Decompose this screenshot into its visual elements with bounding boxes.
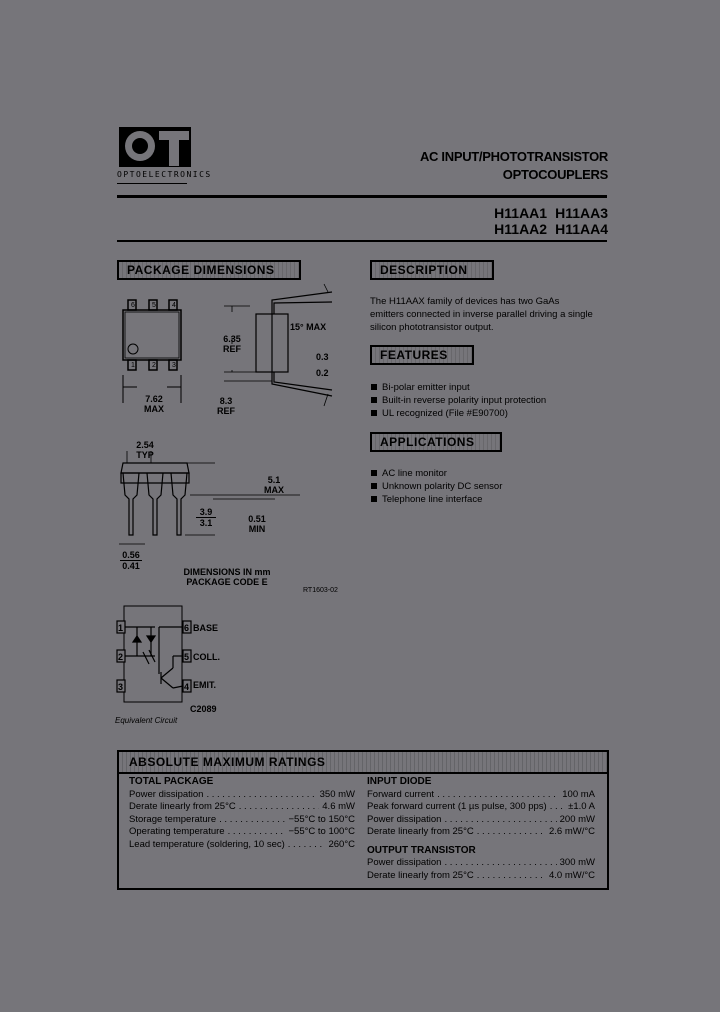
- section-heading-package-dimensions: PACKAGE DIMENSIONS: [117, 260, 301, 280]
- dimension-value: 2.54: [136, 440, 154, 450]
- pin-number: 5: [184, 652, 190, 662]
- circuit-caption: Equivalent Circuit: [115, 716, 178, 725]
- list-item: Bi-polar emitter input: [370, 381, 546, 394]
- dimension-value: 3.1: [199, 518, 213, 528]
- pin-number: 1: [118, 623, 124, 633]
- circuit-code: C2089: [190, 704, 217, 714]
- rating-row: [367, 801, 595, 814]
- title-line: AC INPUT/PHOTOTRANSISTOR: [419, 149, 608, 164]
- part-number: H11AA1: [494, 205, 548, 221]
- rating-row: [367, 789, 595, 802]
- company-logo: [117, 125, 212, 185]
- dimension-standoff: [246, 514, 268, 534]
- leader-dots: [444, 814, 556, 827]
- pin-label: 1: [131, 362, 135, 369]
- dimension-qualifier: MAX: [264, 485, 284, 495]
- pin-label-base: BASE: [193, 623, 219, 633]
- pin-label: 4: [172, 302, 176, 309]
- pin-label-emitter: EMIT.: [193, 680, 217, 690]
- pin-number: 4: [184, 682, 190, 692]
- rating-value: ±1.0 A: [568, 801, 595, 812]
- pin-label: 2: [152, 362, 156, 369]
- features-list: [370, 381, 546, 420]
- leader-dots: [206, 789, 316, 802]
- leader-dots: [550, 801, 565, 814]
- dimension-qualifier: TYP: [136, 450, 154, 460]
- list-item: Telephone line interface: [370, 493, 502, 506]
- part-numbers: [486, 205, 608, 237]
- input-diode-group: [367, 776, 595, 882]
- logo-q-glyph: [125, 131, 155, 161]
- dimension-width: [138, 394, 170, 414]
- rating-label: Operating temperature: [129, 826, 225, 837]
- total-package-group: [129, 776, 355, 851]
- rating-row: [129, 826, 355, 839]
- description-text: The H11AAX family of devices has two GaAs emitters connected in inverse parallel driving a single silicon phototransistor output.: [370, 296, 593, 333]
- dimension-thickness: [316, 349, 329, 381]
- part-number: H11AA3: [555, 205, 608, 221]
- list-item: Built-in reverse polarity input protection: [370, 394, 546, 407]
- leader-dots: [219, 814, 285, 827]
- pin-label: 6: [131, 302, 135, 309]
- rating-label: Derate linearly from 25°C: [129, 801, 236, 812]
- title-line: OPTOCOUPLERS: [502, 167, 608, 182]
- leader-dots: [477, 870, 546, 883]
- leader-dots: [239, 801, 320, 814]
- logo-t-glyph: [159, 131, 189, 140]
- dimension-value: 0.2: [316, 368, 329, 378]
- part-number: H11AA4: [555, 221, 608, 237]
- rating-value: −55°C to 150°C: [288, 813, 355, 825]
- dimension-pitch: [133, 440, 157, 460]
- dimension-lead-length: [196, 507, 216, 528]
- divider: [117, 183, 187, 184]
- pin-number: 3: [118, 682, 124, 692]
- rating-value: −55°C to 100°C: [288, 826, 355, 837]
- dimension-qualifier: REF: [217, 406, 235, 416]
- rating-label: Forward current: [367, 788, 435, 800]
- rating-value: 300 mW: [559, 857, 595, 868]
- dimension-lead-ref: [212, 396, 240, 416]
- section-heading-description: DESCRIPTION: [370, 260, 494, 280]
- rating-label: Storage temperature: [129, 813, 217, 825]
- dimension-qualifier: MAX: [144, 404, 164, 414]
- ratings-header: [119, 752, 607, 774]
- leader-dots: [437, 789, 559, 802]
- dimension-value: 6.35: [223, 334, 241, 344]
- rating-row: [367, 814, 595, 827]
- dimension-height-ref: [218, 334, 246, 354]
- rating-value: 350 mW: [319, 788, 355, 800]
- leader-dots: [288, 839, 326, 852]
- package-code: PACKAGE CODE E: [186, 577, 268, 587]
- rating-label: Power dissipation: [367, 813, 442, 825]
- rating-row: [367, 826, 595, 839]
- pin-label: 3: [172, 362, 176, 369]
- rating-value: 4.0 mW/°C: [548, 869, 595, 881]
- dimension-value: 5.1: [267, 475, 281, 485]
- logo-t-stem: [169, 140, 179, 166]
- rating-label: Peak forward current (1 µs pulse, 300 pps): [367, 801, 547, 812]
- leader-dots: [477, 826, 546, 839]
- pin-label-collector: COLL.: [193, 652, 220, 662]
- logo-subtitle: OPTOELECTRONICS: [117, 170, 212, 179]
- dimension-value: 3.9: [196, 507, 216, 518]
- dimension-value: 0.51: [248, 514, 266, 524]
- section-heading-features: FEATURES: [370, 345, 474, 365]
- units-note: DIMENSIONS IN mm: [183, 567, 271, 577]
- rating-value: 2.6 mW/°C: [548, 826, 595, 837]
- rating-row: [129, 814, 355, 827]
- rating-row: [129, 801, 355, 814]
- rating-row: [367, 870, 595, 883]
- list-item: Unknown polarity DC sensor: [370, 480, 502, 493]
- part-number: H11AA2: [494, 221, 548, 237]
- rating-value: 100 mA: [562, 788, 595, 800]
- dimension-value: 0.3: [316, 352, 329, 362]
- group-title: OUTPUT TRANSISTOR: [367, 844, 476, 856]
- logo-mark: [119, 127, 191, 167]
- package-end-view-drawing: [115, 455, 355, 555]
- ratings-title: ABSOLUTE MAXIMUM RATINGS: [129, 755, 326, 769]
- divider: [117, 240, 607, 242]
- dimension-body-height: [262, 475, 286, 495]
- group-title: INPUT DIODE: [367, 776, 432, 787]
- pin-number: 6: [184, 623, 190, 633]
- dimension-value: 0.56: [120, 550, 142, 561]
- list-item: UL recognized (File #E90700): [370, 407, 546, 420]
- rating-label: Lead temperature (soldering, 10 sec): [129, 838, 285, 850]
- rating-label: Derate linearly from 25°C: [367, 826, 474, 837]
- divider: [117, 195, 607, 198]
- section-heading-applications: APPLICATIONS: [370, 432, 502, 452]
- equivalent-circuit-diagram: [115, 604, 195, 704]
- rating-row: [367, 857, 595, 870]
- dimension-qualifier: REF: [223, 344, 241, 354]
- rating-value: 200 mW: [559, 813, 595, 825]
- leader-dots: [228, 826, 286, 839]
- pin-number: 2: [118, 652, 124, 662]
- group-title: TOTAL PACKAGE: [129, 776, 214, 787]
- dimension-lead-width: [120, 550, 142, 571]
- rating-value: 4.6 mW: [322, 801, 355, 812]
- dimension-angle: 15° MAX: [290, 322, 327, 332]
- document-title: [420, 148, 608, 184]
- rating-label: Power dissipation: [129, 788, 204, 800]
- pin-label: 5: [152, 302, 156, 309]
- leader-dots: [444, 857, 556, 870]
- rating-row: [129, 839, 355, 852]
- rating-label: Derate linearly from 25°C: [367, 869, 474, 881]
- applications-list: [370, 467, 502, 506]
- rating-label: Power dissipation: [367, 857, 442, 868]
- dimension-value: 7.62: [145, 394, 163, 404]
- rating-value: 260°C: [328, 838, 355, 850]
- dimensions-units-note: [172, 567, 282, 587]
- rating-row: [129, 789, 355, 802]
- dimension-value: 8.3: [219, 396, 233, 406]
- list-item: AC line monitor: [370, 467, 502, 480]
- drawing-reference: RT1603-02: [303, 587, 338, 594]
- dimension-qualifier: MIN: [248, 524, 266, 534]
- dimension-value: 0.41: [122, 561, 140, 571]
- absolute-maximum-ratings-table: [117, 750, 609, 890]
